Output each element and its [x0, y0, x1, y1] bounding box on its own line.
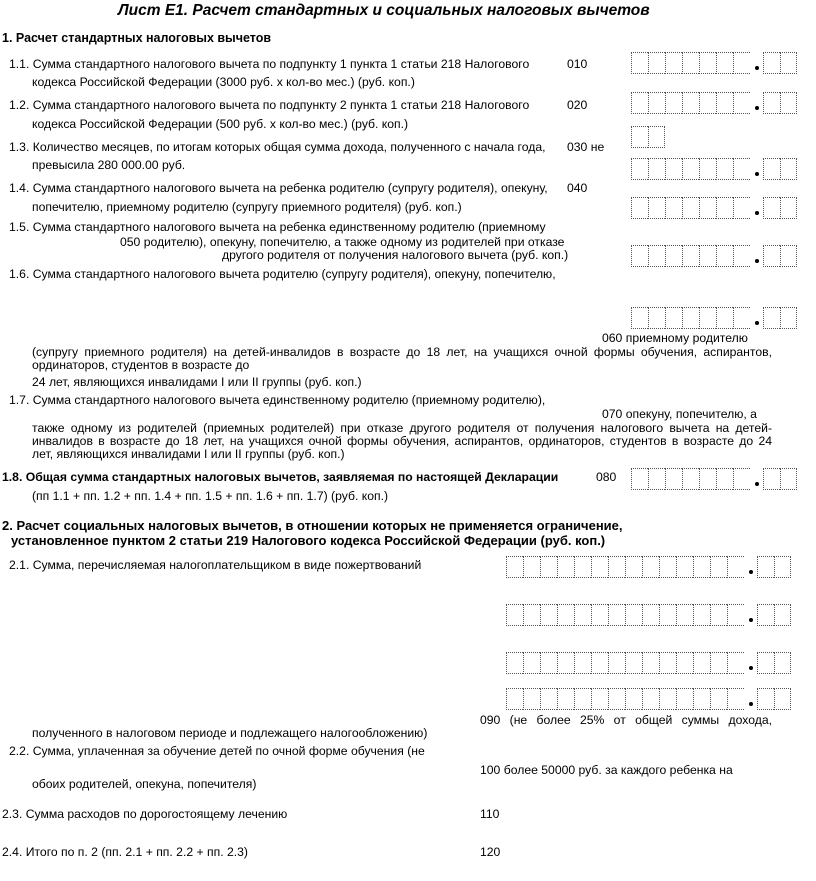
- decimal-point: [744, 652, 757, 674]
- row-1-6-label-cont3: 24 лет, являющихся инвалидами I или II группы (руб. коп.): [32, 375, 362, 389]
- digit-cell[interactable]: [733, 197, 750, 219]
- row-2-4-code: 120: [480, 845, 501, 859]
- row-1-3-label-cont: превысила 280 000.00 руб.: [32, 158, 186, 172]
- digit-cell[interactable]: [648, 158, 665, 180]
- row-1-6-label: 1.6. Сумма стандартного налогового вычета родителю (супругу родителя), опекуну, попечителю,: [9, 267, 556, 281]
- row-2-3-label: 2.3. Сумма расходов по дорогостоящему лечению: [2, 807, 288, 821]
- decimal-point: [750, 158, 763, 180]
- digit-cell[interactable]: [716, 245, 733, 267]
- row-2-1-label-cont: полученного в налоговом периоде и подлежащего налогообложению): [32, 726, 428, 740]
- digit-cell[interactable]: [591, 604, 608, 626]
- digit-cell[interactable]: [540, 556, 557, 578]
- digit-cell[interactable]: [625, 604, 642, 626]
- digit-cell[interactable]: [574, 604, 591, 626]
- digit-cell[interactable]: [523, 604, 540, 626]
- row-1-6-code: 060 приемному родителю: [602, 331, 748, 345]
- digit-cell[interactable]: [699, 307, 716, 329]
- digit-cell[interactable]: [631, 126, 648, 148]
- digit-cell[interactable]: [727, 556, 744, 578]
- digit-cell[interactable]: [676, 688, 693, 710]
- digit-cell[interactable]: [648, 468, 665, 490]
- digit-cell[interactable]: [733, 92, 750, 114]
- row-1-6-label-cont2: ординаторов, студентов в возрасте до: [32, 358, 250, 372]
- digit-cell[interactable]: [763, 92, 780, 114]
- digit-cell[interactable]: [676, 652, 693, 674]
- digit-cell[interactable]: [693, 604, 710, 626]
- digit-cell[interactable]: [665, 92, 682, 114]
- digit-cell[interactable]: [716, 158, 733, 180]
- decimal-point: [750, 197, 763, 219]
- digit-cell[interactable]: [682, 197, 699, 219]
- digit-cell[interactable]: [716, 468, 733, 490]
- digit-cell[interactable]: [757, 556, 774, 578]
- digit-cell[interactable]: [540, 652, 557, 674]
- digit-cell[interactable]: [727, 604, 744, 626]
- row-1-5-label: 1.5. Сумма стандартного налогового вычета на ребенка единственному родителю (приемному: [9, 220, 546, 234]
- row-2-1-code: 090 (не более 25% от общей суммы дохода,: [480, 713, 772, 727]
- digit-cell[interactable]: [693, 652, 710, 674]
- digit-cell[interactable]: [665, 52, 682, 74]
- row-1-7-label-cont2: инвалидов в возрасте до 18 лет, на учащихся очной формы обучения, аспирантов, ординаторов, студентов в возрасте до 24: [32, 434, 772, 448]
- digit-cell[interactable]: [780, 158, 797, 180]
- digit-cell[interactable]: [506, 556, 523, 578]
- digit-cell[interactable]: [625, 556, 642, 578]
- row-1-2-code: 020: [567, 98, 588, 112]
- digit-cell[interactable]: [693, 688, 710, 710]
- decimal-point: [744, 688, 757, 710]
- row-2-4-label: 2.4. Итого по п. 2 (пп. 2.1 + пп. 2.2 + пп. 2.3): [2, 845, 248, 859]
- digit-cell[interactable]: [693, 556, 710, 578]
- digit-cell[interactable]: [699, 468, 716, 490]
- digit-cell[interactable]: [523, 556, 540, 578]
- digit-cell[interactable]: [780, 197, 797, 219]
- row-1-8-code: 080: [596, 470, 617, 484]
- decimal-point: [744, 556, 757, 578]
- digit-cell[interactable]: [727, 652, 744, 674]
- decimal-point: [744, 604, 757, 626]
- digit-cell[interactable]: [710, 688, 727, 710]
- digit-cell[interactable]: [682, 468, 699, 490]
- field-040-cells[interactable]: [631, 158, 797, 180]
- row-1-6-label-cont: (супругу приемного родителя) на детей-инвалидов в возрасте до 18 лет, на учащихся очной формы обучения, аспирантов,: [32, 345, 772, 359]
- digit-cell[interactable]: [665, 158, 682, 180]
- digit-cell[interactable]: [780, 52, 797, 74]
- digit-cell[interactable]: [540, 604, 557, 626]
- row-1-7-label: 1.7. Сумма стандартного налогового вычета единственному родителю (приемному родителю),: [9, 393, 546, 407]
- field-020-cells[interactable]: [631, 92, 797, 114]
- row-1-3-label: 1.3. Количество месяцев, по итогам которых общая сумма дохода, полученного с начала года,: [9, 140, 546, 154]
- field-090-cells[interactable]: [506, 556, 791, 578]
- row-1-7-label-cont: также одному из родителей (приемных родителей) при отказе другого родителя от получения налогового вычета на детей-: [32, 421, 772, 435]
- digit-cell[interactable]: [557, 604, 574, 626]
- digit-cell[interactable]: [506, 604, 523, 626]
- row-2-2-code: 100 более 50000 руб. за каждого ребенка на: [480, 763, 733, 777]
- row-1-1-label-cont: кодекса Российской Федерации (3000 руб. х кол-во мес.) (руб. коп.): [32, 75, 415, 89]
- digit-cell[interactable]: [763, 245, 780, 267]
- digit-cell[interactable]: [540, 688, 557, 710]
- row-2-3-code: 110: [480, 807, 500, 821]
- digit-cell[interactable]: [682, 52, 699, 74]
- row-1-7-label-cont3: лет, являющихся инвалидами I или II группы (руб. коп.): [32, 447, 345, 461]
- digit-cell[interactable]: [574, 688, 591, 710]
- digit-cell[interactable]: [699, 52, 716, 74]
- digit-cell[interactable]: [716, 197, 733, 219]
- decimal-point: [750, 468, 763, 490]
- digit-cell[interactable]: [506, 688, 523, 710]
- digit-cell[interactable]: [763, 468, 780, 490]
- digit-cell[interactable]: [710, 556, 727, 578]
- row-1-3-code: 030 не: [567, 140, 605, 154]
- digit-cell[interactable]: [699, 92, 716, 114]
- page-title: Лист Е1. Расчет стандартных и социальных налоговых вычетов: [118, 2, 650, 19]
- digit-cell[interactable]: [506, 652, 523, 674]
- digit-cell[interactable]: [699, 245, 716, 267]
- digit-cell[interactable]: [557, 688, 574, 710]
- digit-cell[interactable]: [733, 245, 750, 267]
- digit-cell[interactable]: [648, 307, 665, 329]
- decimal-point: [750, 245, 763, 267]
- row-1-1-code: 010: [567, 57, 588, 71]
- section2-heading: 2. Расчет социальных налоговых вычетов, в отношении которых не применяется ограничение,: [2, 518, 623, 533]
- digit-cell[interactable]: [659, 688, 676, 710]
- digit-cell[interactable]: [763, 197, 780, 219]
- digit-cell[interactable]: [642, 688, 659, 710]
- row-2-2-label: 2.2. Сумма, уплаченная за обучение детей по очной форме обучения (не: [9, 744, 425, 758]
- row-1-4-label: 1.4. Сумма стандартного налогового вычета на ребенка родителю (супругу родителя), опекуну,: [9, 181, 548, 195]
- digit-cell[interactable]: [631, 158, 648, 180]
- digit-cell[interactable]: [665, 197, 682, 219]
- row-1-7-code: 070 опекуну, попечителю, а: [602, 407, 757, 421]
- field-030-cells[interactable]: [631, 126, 665, 148]
- section2-heading-cont: установленное пунктом 2 статьи 219 Налогового кодекса Российской Федерации (руб. коп.): [11, 533, 606, 548]
- digit-cell[interactable]: [608, 652, 625, 674]
- digit-cell[interactable]: [733, 307, 750, 329]
- digit-cell[interactable]: [699, 197, 716, 219]
- digit-cell[interactable]: [648, 126, 665, 148]
- digit-cell[interactable]: [642, 604, 659, 626]
- digit-cell[interactable]: [659, 652, 676, 674]
- digit-cell[interactable]: [631, 307, 648, 329]
- row-1-5-label-cont: 050 родителю), опекуну, попечителю, а также одному из родителей при отказе: [120, 235, 565, 249]
- row-1-2-label: 1.2. Сумма стандартного налогового вычета по подпункту 2 пункта 1 статьи 218 Налогового: [9, 98, 530, 112]
- digit-cell[interactable]: [648, 52, 665, 74]
- digit-cell[interactable]: [780, 468, 797, 490]
- digit-cell[interactable]: [710, 604, 727, 626]
- field-060-cells[interactable]: [631, 307, 797, 329]
- digit-cell[interactable]: [733, 158, 750, 180]
- digit-cell[interactable]: [757, 688, 774, 710]
- digit-cell[interactable]: [659, 604, 676, 626]
- digit-cell[interactable]: [682, 158, 699, 180]
- digit-cell[interactable]: [716, 52, 733, 74]
- digit-cell[interactable]: [780, 307, 797, 329]
- digit-cell[interactable]: [682, 307, 699, 329]
- section1-heading: 1. Расчет стандартных налоговых вычетов: [2, 31, 272, 45]
- row-2-2-label-cont: обоих родителей, опекуна, попечителя): [32, 777, 257, 791]
- field-010-cells[interactable]: [631, 52, 797, 74]
- digit-cell[interactable]: [733, 468, 750, 490]
- digit-cell[interactable]: [591, 688, 608, 710]
- digit-cell[interactable]: [774, 652, 791, 674]
- digit-cell[interactable]: [682, 245, 699, 267]
- digit-cell[interactable]: [780, 245, 797, 267]
- digit-cell[interactable]: [557, 556, 574, 578]
- digit-cell[interactable]: [665, 245, 682, 267]
- digit-cell[interactable]: [659, 556, 676, 578]
- digit-cell[interactable]: [727, 688, 744, 710]
- row-1-8-label: 1.8. Общая сумма стандартных налоговых вычетов, заявляемая по настоящей Декларации: [2, 470, 559, 484]
- digit-cell[interactable]: [648, 245, 665, 267]
- digit-cell[interactable]: [523, 688, 540, 710]
- digit-cell[interactable]: [631, 197, 648, 219]
- digit-cell[interactable]: [631, 52, 648, 74]
- field-110-cells[interactable]: [506, 688, 791, 710]
- row-2-1-label: 2.1. Сумма, перечисляемая налогоплательщиком в виде пожертвований: [9, 558, 422, 572]
- digit-cell[interactable]: [682, 92, 699, 114]
- digit-cell[interactable]: [557, 652, 574, 674]
- decimal-point: [750, 92, 763, 114]
- digit-cell[interactable]: [591, 652, 608, 674]
- digit-cell[interactable]: [774, 688, 791, 710]
- digit-cell[interactable]: [774, 604, 791, 626]
- digit-cell[interactable]: [523, 652, 540, 674]
- digit-cell[interactable]: [648, 92, 665, 114]
- field-050-cells[interactable]: [631, 245, 797, 267]
- row-1-8-label-cont: (пп 1.1 + пп. 1.2 + пп. 1.4 + пп. 1.5 + пп. 1.6 + пп. 1.7) (руб. коп.): [32, 489, 389, 503]
- digit-cell[interactable]: [608, 688, 625, 710]
- field-080-cells[interactable]: [631, 468, 797, 490]
- digit-cell[interactable]: [757, 604, 774, 626]
- row-1-1-label: 1.1. Сумма стандартного налогового вычета по подпункту 1 пункта 1 статьи 218 Налогового: [9, 57, 530, 71]
- digit-cell[interactable]: [763, 52, 780, 74]
- digit-cell[interactable]: [591, 556, 608, 578]
- row-1-2-label-cont: кодекса Российской Федерации (500 руб. х кол-во мес.) (руб. коп.): [32, 117, 409, 131]
- digit-cell[interactable]: [625, 652, 642, 674]
- digit-cell[interactable]: [631, 468, 648, 490]
- row-1-5-label-cont2: другого родителя от получения налогового вычета (руб. коп.): [222, 248, 569, 262]
- row-1-4-code: 040: [567, 181, 588, 195]
- field-100-cells[interactable]: [506, 652, 791, 674]
- digit-cell[interactable]: [608, 556, 625, 578]
- digit-cell[interactable]: [710, 652, 727, 674]
- digit-cell[interactable]: [676, 556, 693, 578]
- digit-cell[interactable]: [631, 245, 648, 267]
- digit-cell[interactable]: [642, 652, 659, 674]
- digit-cell[interactable]: [648, 197, 665, 219]
- digit-cell[interactable]: [625, 688, 642, 710]
- row-1-4-label-cont: попечителю, приемному родителю (супругу приемного родителя) (руб. коп.): [32, 200, 462, 214]
- digit-cell[interactable]: [642, 556, 659, 578]
- digit-cell[interactable]: [665, 468, 682, 490]
- digit-cell[interactable]: [631, 92, 648, 114]
- digit-cell[interactable]: [665, 307, 682, 329]
- decimal-point: [750, 52, 763, 74]
- digit-cell[interactable]: [757, 652, 774, 674]
- field-090b-cells[interactable]: [506, 604, 791, 626]
- digit-cell[interactable]: [716, 92, 733, 114]
- digit-cell[interactable]: [676, 604, 693, 626]
- digit-cell[interactable]: [763, 307, 780, 329]
- digit-cell[interactable]: [780, 92, 797, 114]
- digit-cell[interactable]: [699, 158, 716, 180]
- digit-cell[interactable]: [774, 556, 791, 578]
- digit-cell[interactable]: [716, 307, 733, 329]
- digit-cell[interactable]: [608, 604, 625, 626]
- digit-cell[interactable]: [574, 556, 591, 578]
- digit-cell[interactable]: [733, 52, 750, 74]
- field-040b-cells[interactable]: [631, 197, 797, 219]
- decimal-point: [750, 307, 763, 329]
- digit-cell[interactable]: [574, 652, 591, 674]
- digit-cell[interactable]: [763, 158, 780, 180]
